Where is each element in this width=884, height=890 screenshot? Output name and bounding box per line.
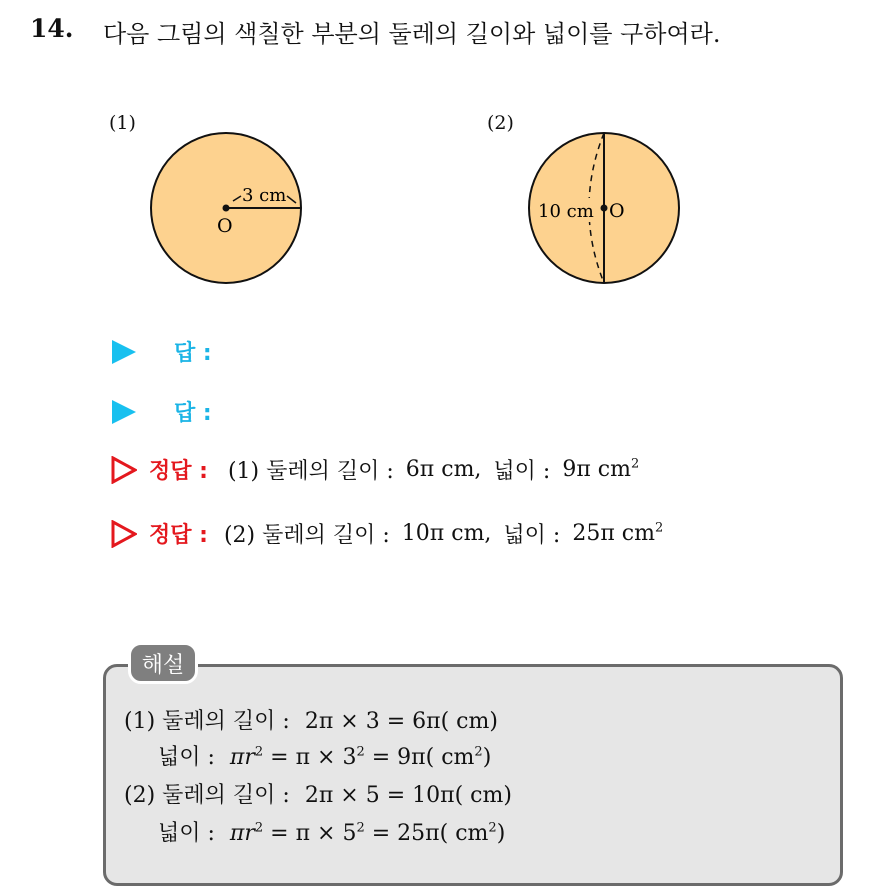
question-text: 다음 그림의 색칠한 부분의 둘레의 길이와 넓이를 구하여라.: [103, 20, 721, 48]
solution-line-4: 넓이 : $\pi r^2 = \pi \times 5^2 = 25\pi$( $cm^2$): [158, 820, 506, 846]
correct-2-perimeter: 10π cm,: [401, 521, 492, 546]
answer-row-2: [112, 396, 212, 427]
diameter-label: 10 cm: [538, 201, 594, 222]
solution-box: [103, 664, 843, 886]
solution-line-2: 넓이 : $\pi r^2 = \pi \times 3^2 = 9\pi$( $cm^2$): [158, 744, 492, 770]
radius-label: 3 cm: [242, 185, 287, 206]
outline-arrow-icon: [111, 456, 137, 484]
center-point-2: [601, 205, 608, 212]
solution-line-3: (2) 둘레의 길이 : 2π × 5 = 10π( cm): [124, 783, 512, 808]
correct-label-2: 정답 :: [149, 523, 208, 548]
solution-line-1: (1) 둘레의 길이 : 2π × 3 = 6π( cm): [124, 709, 498, 734]
correct-answer-row-2: [111, 518, 663, 549]
correct-2-prefix: (2) 둘레의 길이 :: [223, 523, 390, 548]
figure-1-label: (1): [109, 112, 136, 134]
figure-2-label: (2): [487, 112, 514, 134]
outline-arrow-icon: [111, 520, 137, 548]
correct-1-prefix: (1) 둘레의 길이 :: [227, 459, 394, 484]
correct-1-area: 9π $cm^2$: [562, 456, 640, 482]
correct-1-area-label: 넓이 :: [493, 459, 551, 484]
correct-label-1: 정답 :: [149, 459, 208, 484]
question-number: 14.: [30, 14, 74, 43]
solution-tab: 해설: [128, 642, 198, 684]
correct-1-perimeter: 6π cm,: [405, 457, 482, 482]
answer-label-1: 답 :: [174, 341, 212, 366]
correct-2-area-label: 넓이 :: [503, 523, 561, 548]
play-arrow-icon: [112, 340, 136, 364]
play-arrow-icon: [112, 400, 136, 424]
figures-canvas: [0, 0, 884, 300]
answer-row-1: [112, 336, 212, 367]
correct-answer-row-1: [111, 454, 639, 485]
figure-1-circle: [151, 133, 301, 283]
correct-2-area: 25π $cm^2$: [572, 520, 664, 546]
center-label-1: O: [217, 215, 233, 237]
answer-label-2: 답 :: [174, 401, 212, 426]
center-label-2: O: [609, 200, 625, 222]
center-point-1: [223, 205, 230, 212]
figure-2-circle: [529, 133, 679, 283]
